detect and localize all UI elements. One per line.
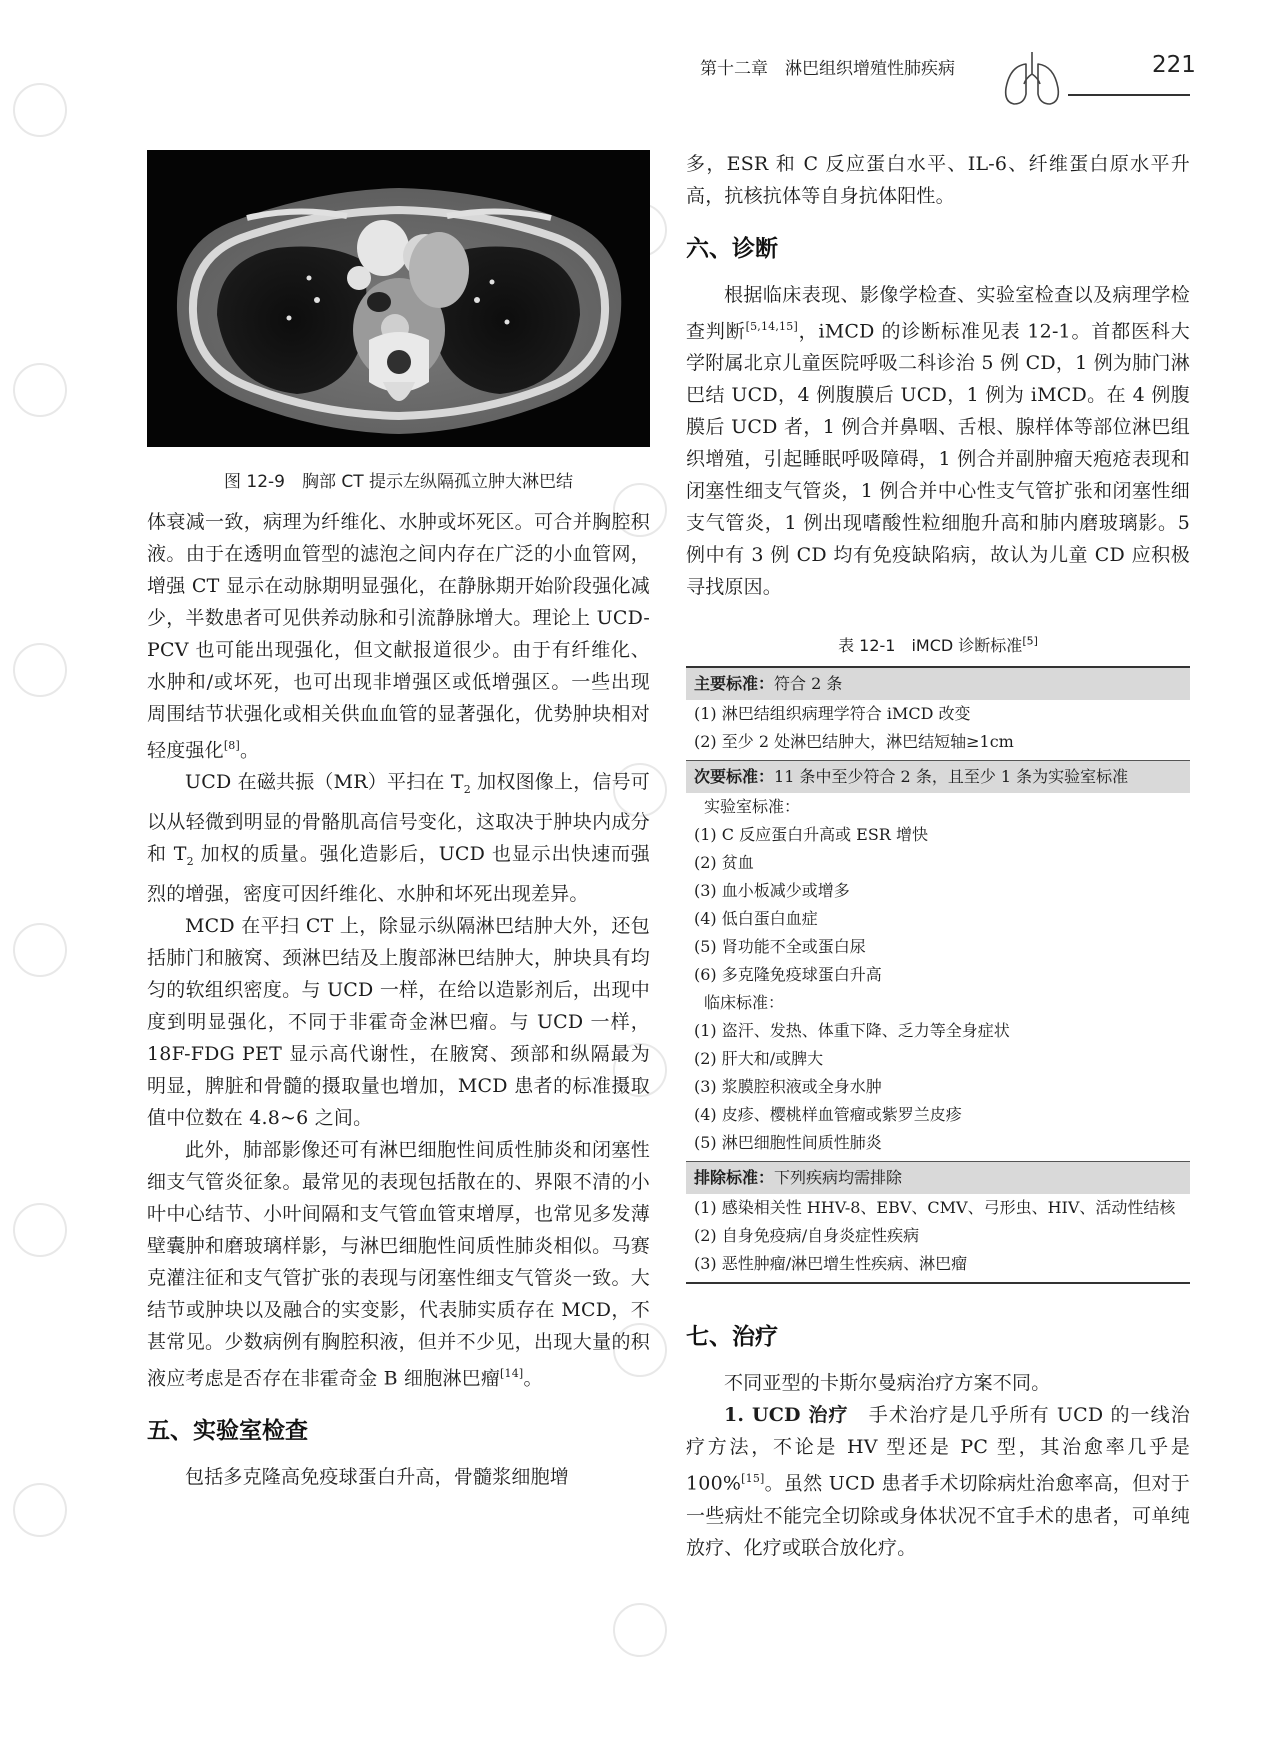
- major-criteria-block: [686, 668, 1190, 760]
- header-rule: [1068, 94, 1190, 96]
- lab-criteria-list: [694, 821, 1182, 989]
- exclusion-criteria-list: [686, 1194, 1190, 1282]
- major-criteria-list: [686, 700, 1190, 760]
- lab-criterion: (2) 贫血: [694, 853, 754, 873]
- section-6-heading: 六、诊断: [686, 236, 778, 262]
- lab-criterion: (6) 多克隆免疫球蛋白升高: [694, 965, 882, 985]
- exclusion-criteria-header: 排除标准：下列疾病均需排除: [686, 1162, 1190, 1194]
- clinical-criterion: (2) 肝大和/或脾大: [694, 1049, 824, 1069]
- clinical-criterion: (4) 皮疹、樱桃样血管瘤或紫罗兰皮疹: [694, 1105, 962, 1125]
- minor-criteria-header: 次要标准：11 条中至少符合 2 条，且至少 1 条为实验室标准: [686, 761, 1190, 793]
- page-number: 221: [1152, 52, 1196, 78]
- figure-caption: 图 12-9 胸部 CT 提示左纵隔孤立肿大淋巴结: [223, 472, 574, 492]
- diagnosis-paragraph: 根据临床表现、影像学检查、实验室检查以及病理学检查判断[5,14,15]，iMCD 的诊断标准见表 12-1。首都医科大学附属北京儿童医院呼吸二科诊治 5 例 CD，1 例为肺门淋巴结 UCD，4 例腹膜后 UCD，1 例为 iMCD。在 4 例腹膜后 UCD 者，1 例合并鼻咽、舌根、腺样体等部位淋巴组织增殖，引起睡眠呼吸障碍，1 例合并副肿瘤天疱疮表现和闭塞性细支气管炎，1 例合并中心性支气管扩张和闭塞性细支气管炎，1 例出现嗜酸性粒细胞升高和肺内磨玻璃影。5 例中有 3 例 CD 均有免疫缺陷病，故认为儿童 CD 应积极寻找原因。: [686, 284, 1190, 599]
- table-title: 表 12-1 iMCD 诊断标准[5]: [838, 635, 1038, 656]
- exclusion-criterion: (1) 感染相关性 HHV-8、EBV、CMV、弓形虫、HIV、活动性结核: [694, 1198, 1176, 1218]
- clinical-criteria-list: [694, 1017, 1182, 1157]
- ct-scan-image: [147, 150, 650, 447]
- minor-criteria-block: [686, 760, 1190, 1161]
- lab-criteria-label: 实验室标准：: [704, 797, 801, 817]
- mcd-ct-paragraph: MCD 在平扫 CT 上，除显示纵隔淋巴结肿大外，还包括肺门和腋窝、颈淋巴结及上腹部淋巴结肿大，肿块具有均匀的软组织密度。与 UCD 一样，在给以造影剂后，出现中度到明显强化，不同于非霍奇金淋巴瘤。与 UCD 一样，18F-FDG PET 显示高代谢性，在腋窝、颈部和纵隔最为明显，脾脏和骨髓的摄取量也增加，MCD 患者的标准摄取值中位数在 4.8~6 之间。: [147, 914, 650, 1129]
- imcd-criteria-table: [686, 666, 1190, 1284]
- section-5-heading: 五、实验室检查: [147, 1418, 308, 1445]
- lab-criterion: (3) 血小板减少或增多: [694, 881, 850, 901]
- right-column: [686, 148, 1190, 1564]
- lung-imaging-paragraph: 此外，肺部影像还可有淋巴细胞性间质性肺炎和闭塞性细支气管炎征象。最常见的表现包括散在的、界限不清的小叶中心结节、小叶间隔和支气管血管束增厚，也常见多发薄壁囊肿和磨玻璃样影，与淋巴细胞性间质性肺炎相似。马赛克灌注征和支气管扩张的表现与闭塞性细支气管炎一致。大结节或肿块以及融合的实变影，代表肺实质存在 MCD，不甚常见。少数病例有胸腔积液，但并不少见，出现大量的积液应考虑是否存在非霍奇金 B 细胞淋巴瘤[14]。: [147, 1138, 650, 1390]
- exclusion-criterion: (3) 恶性肿瘤/淋巴增生性疾病、淋巴瘤: [694, 1254, 968, 1274]
- imaging-paragraph-1: 体衰减一致，病理为纤维化、水肿或坏死区。可合并胸腔积液。由于在透明血管型的滤泡之间内存在广泛的小血管网，增强 CT 显示在动脉期明显强化，在静脉期开始阶段强化减少，半数患者可见供养动脉和引流静脉增大。理论上 UCD-PCV 也可能出现强化，但文献报道很少。由于有纤维化、水肿和/或坏死，也可出现非增强区或低增强区。一些出现周围结节状强化或相关供血血管的显著强化，优势肿块相对轻度强化[8]。: [147, 511, 650, 762]
- section-7-heading: 七、治疗: [686, 1324, 778, 1351]
- clinical-criteria-label: 临床标准：: [704, 993, 785, 1013]
- clinical-criterion: (3) 浆膜腔积液或全身水肿: [694, 1077, 882, 1097]
- major-criterion: (1) 淋巴结组织病理学符合 iMCD 改变: [694, 704, 971, 724]
- running-header: [0, 0, 1280, 120]
- lab-criterion: (4) 低白蛋白血症: [694, 909, 818, 929]
- mr-paragraph: UCD 在磁共振（MR）平扫在 $T_2$ 加权图像上，信号可以从轻微到明显的骨骼肌高信号变化，这取决于肿块内成分和 $T_2$ 加权的质量。强化造影后，UCD 也显示出快速而强烈的增强，密度可因纤维化、水肿和坏死出现差异。: [147, 771, 650, 905]
- lab-criterion: (5) 肾功能不全或蛋白尿: [694, 937, 866, 957]
- exclusion-criterion: (2) 自身免疫病/自身炎症性疾病: [694, 1226, 920, 1246]
- major-criteria-header: 主要标准：符合 2 条: [686, 668, 1190, 700]
- ct-scan-figure: [147, 150, 650, 447]
- ucd-treatment-label: 1. UCD 治疗: [724, 1404, 849, 1427]
- clinical-criterion: (1) 盗汗、发热、体重下降、乏力等全身症状: [694, 1021, 1010, 1041]
- lungs-icon: [1000, 48, 1064, 110]
- clinical-criterion: (5) 淋巴细胞性间质性肺炎: [694, 1133, 882, 1153]
- ucd-treatment-paragraph: 1. UCD 治疗 手术治疗是几乎所有 UCD 的一线治疗方法，不论是 HV 型还是 PC 型，其治愈率几乎是 100%[15]。虽然 UCD 患者手术切除病灶治愈率高，但对于一些病灶不能完全切除或身体状况不宜手术的患者，可单纯放疗、化疗或联合放化疗。: [686, 1404, 1190, 1559]
- lab-criterion: (1) C 反应蛋白升高或 ESR 增快: [694, 825, 928, 845]
- exclusion-criteria-block: [686, 1161, 1190, 1282]
- major-criterion: (2) 至少 2 处淋巴结肿大，淋巴结短轴≥1cm: [694, 732, 1014, 752]
- treatment-intro-paragraph: 不同亚型的卡斯尔曼病治疗方案不同。: [724, 1372, 1051, 1395]
- left-column: [147, 150, 650, 1493]
- lab-continuation-paragraph: 多，ESR 和 C 反应蛋白水平、IL-6、纤维蛋白原水平升高，抗核抗体等自身抗体阳性。: [686, 153, 1190, 207]
- chapter-title: 第十二章 淋巴组织增殖性肺疾病: [700, 59, 955, 79]
- lab-exam-paragraph: 包括多克隆高免疫球蛋白升高，骨髓浆细胞增: [185, 1466, 570, 1489]
